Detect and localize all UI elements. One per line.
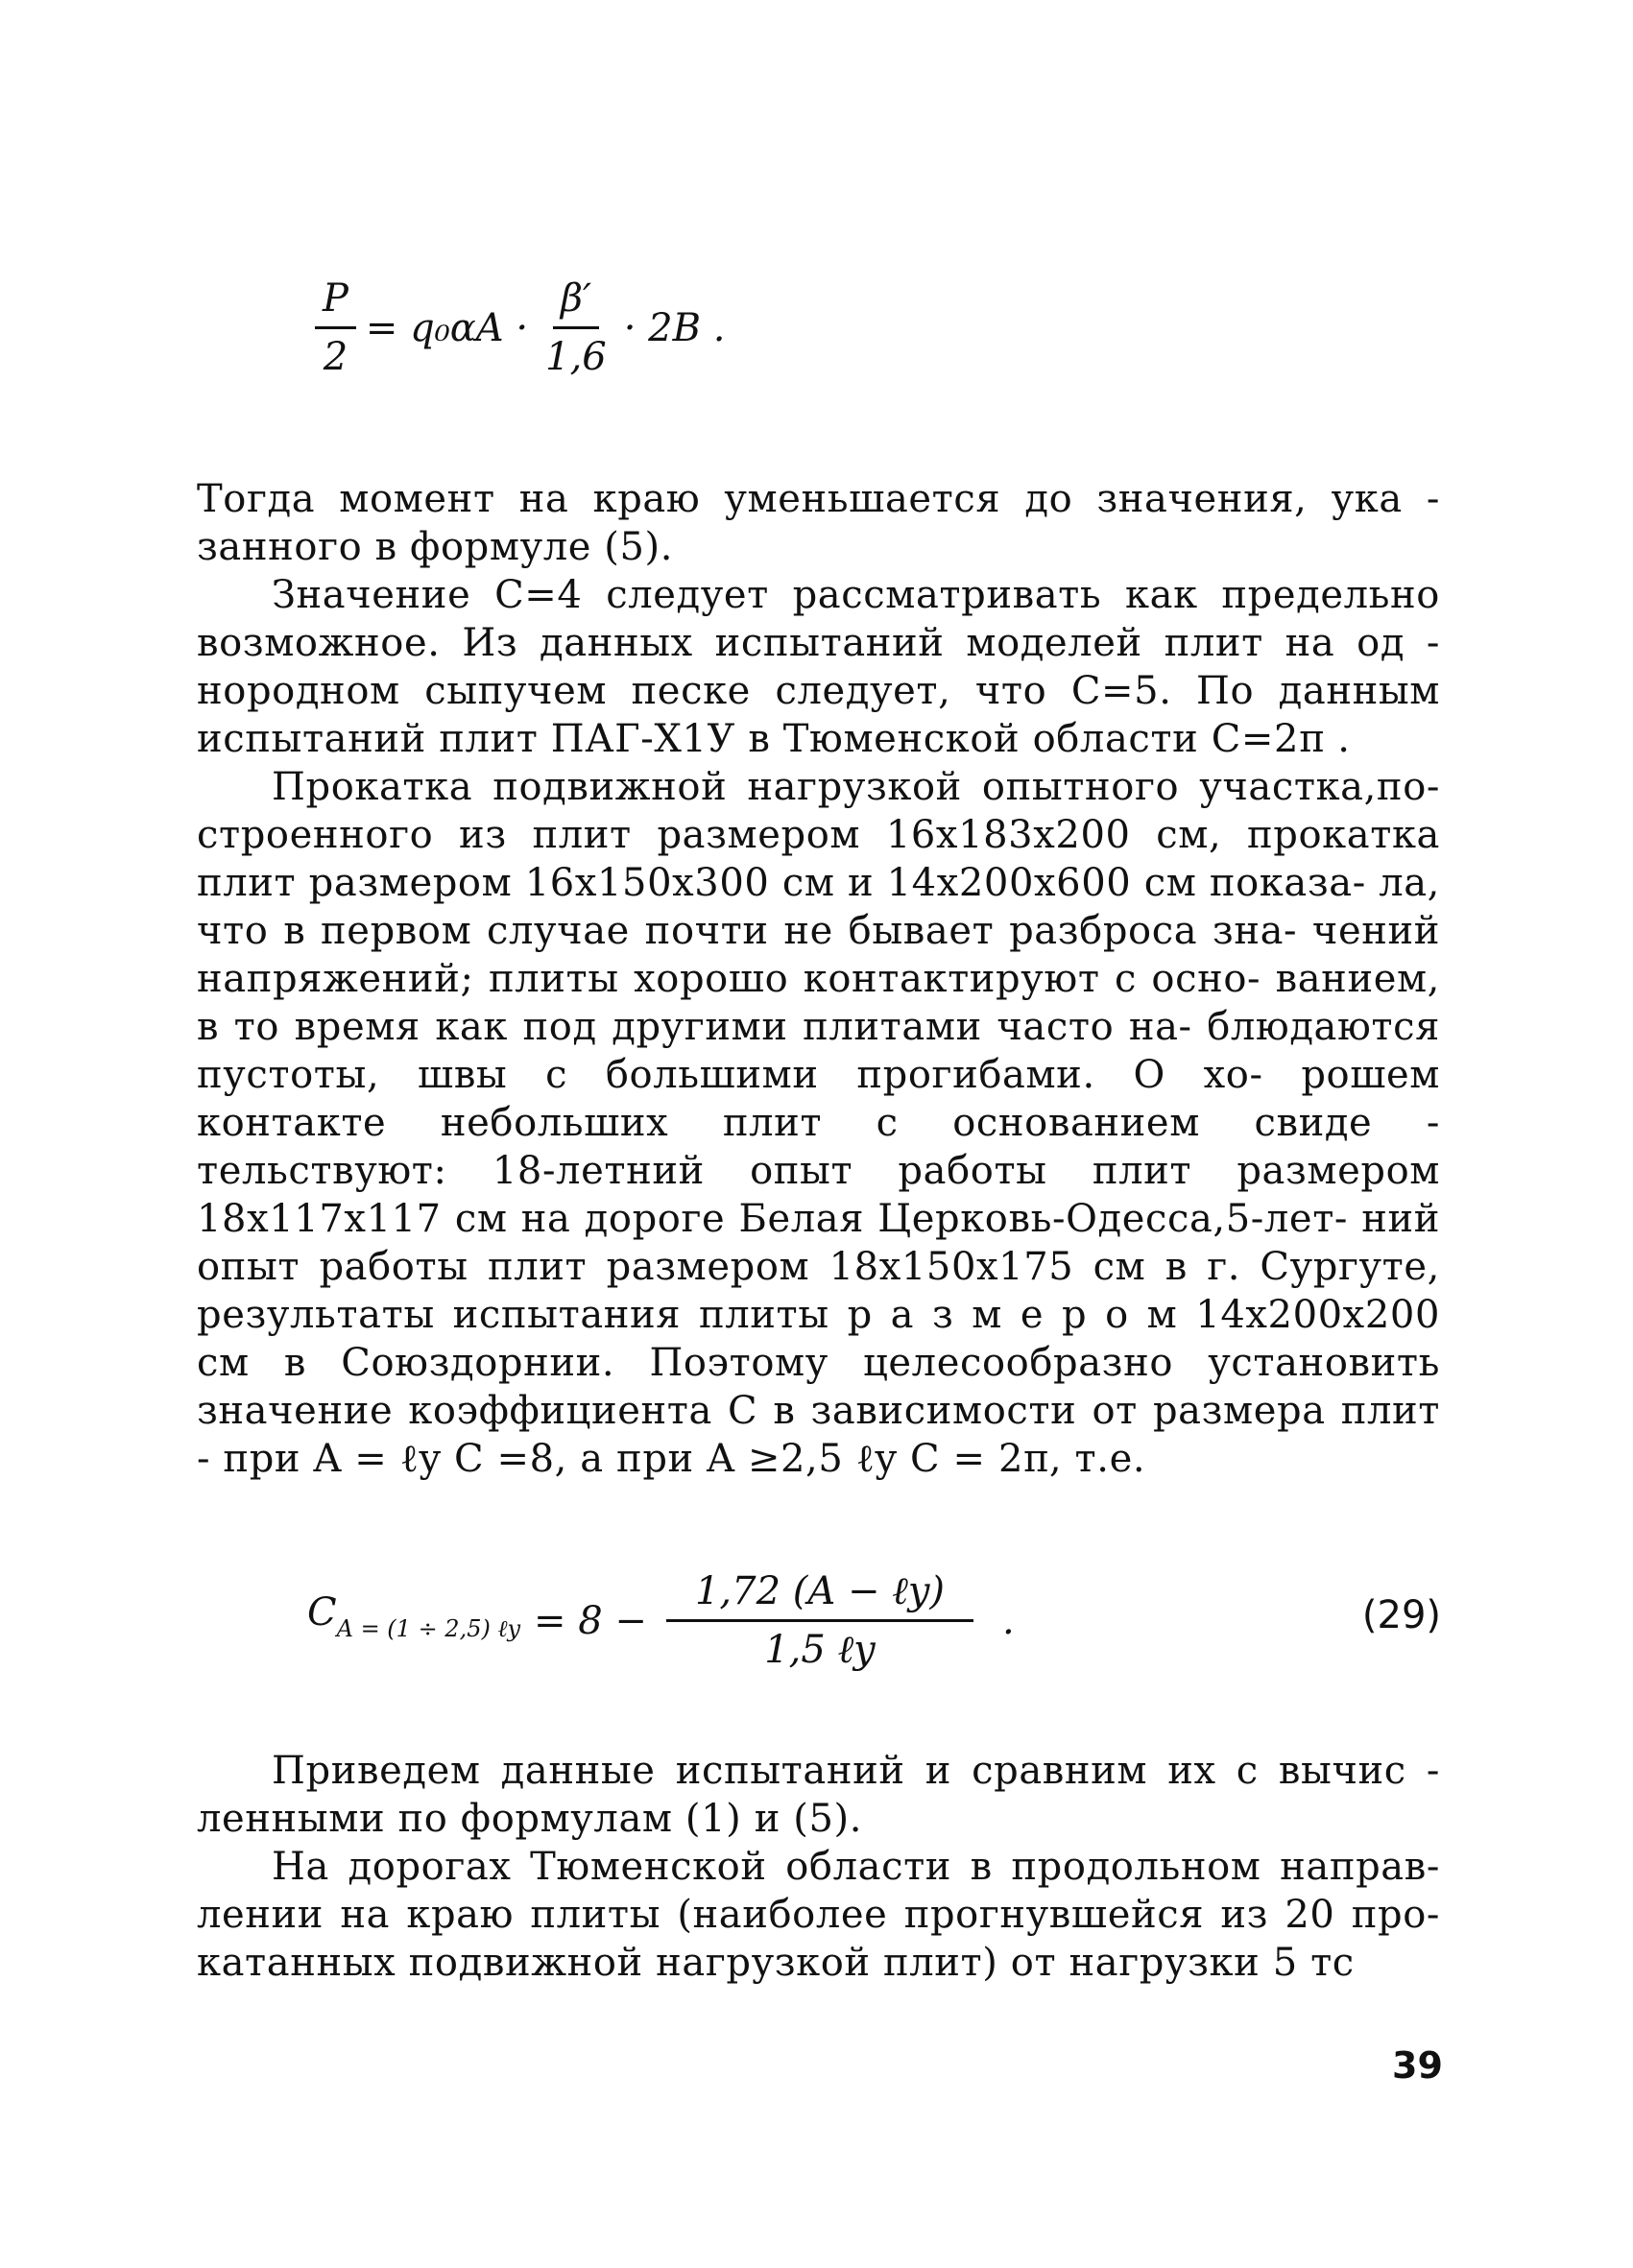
paragraph-tyumen-roads: На дорогах Тюменской области в продольном направ- лении на краю плиты (наиболее прогнувшейся из 20 про- катанных подвижной нагрузкой плит) от нагрузки 5 тс bbox=[197, 1845, 1440, 1985]
formula-lhs-subscript: A = (1 ÷ 2,5) ℓy bbox=[336, 1615, 521, 1642]
page-number: 39 bbox=[1392, 2044, 1443, 2087]
fraction-numerator: 1,72 (A − ℓy) bbox=[666, 1569, 973, 1622]
paragraph-c-value: Значение С=4 следует рассматривать как предельно возможное. Из данных испытаний моделей плит на од - нородном сыпучем песке следует, что С=5. По данным испытаний плит ПАГ-Х1У в Тюменской области С=2π . bbox=[197, 573, 1440, 761]
fraction-denominator: 2 bbox=[323, 335, 348, 379]
fraction-denominator: 1,6 bbox=[545, 335, 607, 379]
paragraph-rolling-test: Прокатка подвижной нагрузкой опытного участка,по- строенного из плит размером 16х183х200 см, прокатка плит размером 16х150х300 см и 14х200х600 см показа- ла, что в первом случае почти не бывает разброса зна- чений напряжений; плиты хорошо контактируют с осно- ванием, в то время как под другими плитами часто на- блюдаются пустоты, швы с большими прогибами. О хо- рошем контакте небольших плит с основанием свиде - тельствуют: 18-летний опыт работы плит размером 18х117х117 см на дороге Белая Церковь-Одесса,5-лет- ний опыт работы плит размером 18х150х175 см в г. Сургуте, результаты испытания плиты р а з м е р о м 14х200х200 см в Союздорнии. Поэтому целесообразно установить значение коэффициента C в зависимости от размера плит - при A = ℓy C =8, а при A ≥2,5 ℓy C = 2π, т.е. bbox=[197, 765, 1440, 1481]
formula-tail: . bbox=[1002, 1598, 1015, 1643]
fraction-beta-over-1-6 bbox=[538, 276, 614, 379]
equation-number: (29) bbox=[1361, 1593, 1441, 1637]
fraction-denominator: 1,5 ℓy bbox=[764, 1628, 876, 1672]
formula-load bbox=[305, 276, 725, 379]
text-block-bottom bbox=[197, 1747, 1440, 1987]
text-block-top bbox=[197, 475, 1440, 1483]
paragraph-moment-edge: Тогда момент на краю уменьшается до значения, ука - занного в формуле (5). bbox=[197, 477, 1440, 569]
formula-middle: = 8 − bbox=[534, 1598, 647, 1643]
paragraph-test-data: Приведем данные испытаний и сравним их с вычис - ленными по формулам (1) и (5). bbox=[197, 1749, 1440, 1841]
fraction-172 bbox=[666, 1569, 973, 1672]
formula-tail: · 2B . bbox=[623, 305, 726, 350]
fraction-p-over-2 bbox=[315, 276, 356, 379]
formula-29 bbox=[307, 1569, 1015, 1672]
formula-middle: = q₀αA · bbox=[365, 305, 529, 350]
fraction-numerator: β′ bbox=[553, 276, 599, 329]
formula-lhs-symbol: C bbox=[307, 1590, 337, 1635]
fraction-numerator: P bbox=[315, 276, 356, 329]
formula-lhs bbox=[307, 1590, 520, 1651]
